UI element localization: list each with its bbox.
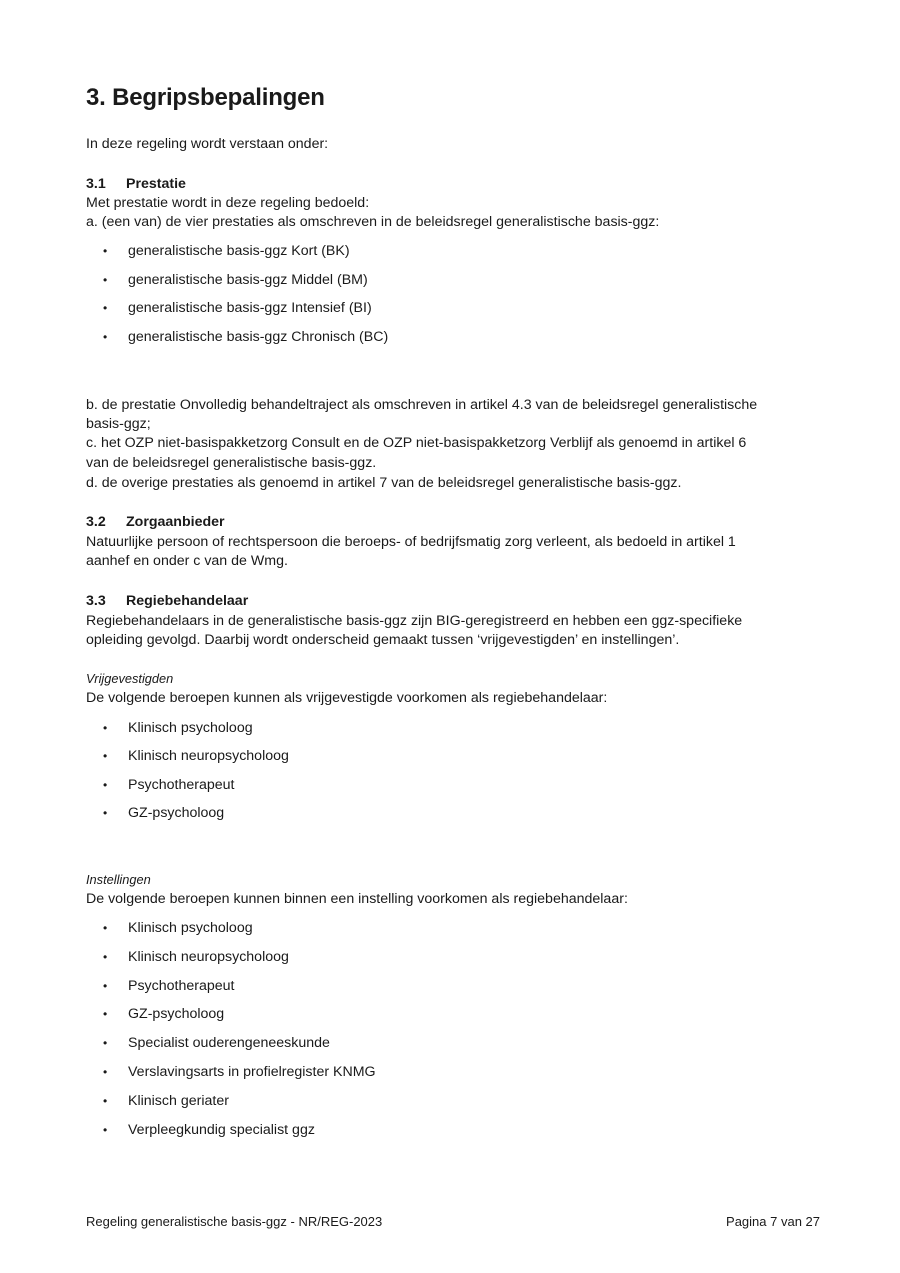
paragraph-line: De volgende beroepen kunnen binnen een instelling voorkomen als regiebehandelaar: [86, 891, 628, 907]
intro-text: In deze regeling wordt verstaan onder: [86, 136, 329, 152]
paragraph-line: a. (een van) de vier prestaties als omschreven in de beleidsregel generalistische basis-ggz: [86, 214, 660, 230]
section-number: 3.1 [86, 176, 106, 192]
paragraph-line: b. de prestatie Onvolledig behandeltraject als omschreven in artikel 4.3 van de beleidsregel generalistische [86, 397, 758, 413]
section-3-2-heading [86, 512, 225, 532]
bullet-icon: • [103, 778, 108, 792]
bullet-icon: • [103, 1094, 108, 1108]
section-title: Zorgaanbieder [126, 514, 225, 530]
bullet-icon: • [103, 273, 108, 287]
paragraph-line: opleiding gevolgd. Daarbij wordt onderscheid gemaakt tussen ‘vrijgevestigden’ en instellingen’. [86, 632, 680, 648]
bullet-icon: • [103, 1065, 108, 1079]
bullet-icon: • [103, 330, 108, 344]
paragraph-line: basis-ggz; [86, 416, 151, 432]
section-3-3-heading [86, 591, 248, 611]
bullet-icon: • [103, 1036, 108, 1050]
subsection-title-vrijgevestigden: Vrijgevestigden [86, 671, 174, 686]
bullet-icon: • [103, 749, 108, 763]
section-title: Regiebehandelaar [126, 593, 249, 609]
bullet-icon: • [103, 721, 108, 735]
bullet-icon: • [103, 1123, 108, 1137]
section-number: 3.2 [86, 514, 106, 530]
paragraph-line: c. het OZP niet-basispakketzorg Consult en de OZP niet-basispakketzorg Verblijf als genoemd in artikel 6 [86, 435, 747, 451]
section-number: 3.3 [86, 593, 106, 609]
page-title: 3. Begripsbepalingen [86, 84, 325, 111]
section-title: Prestatie [126, 176, 186, 192]
bullet-icon: • [103, 806, 108, 820]
paragraph-line: Regiebehandelaars in de generalistische basis-ggz zijn BIG-geregistreerd en hebben een ggz-specifieke [86, 613, 743, 629]
subsection-title-instellingen: Instellingen [86, 872, 151, 887]
paragraph-line: d. de overige prestaties als genoemd in artikel 7 van de beleidsregel generalistische basis-ggz. [86, 475, 682, 491]
paragraph-line: aanhef en onder c van de Wmg. [86, 553, 288, 569]
paragraph-line: van de beleidsregel generalistische basis-ggz. [86, 455, 377, 471]
bullet-icon: • [103, 979, 108, 993]
bullet-icon: • [103, 921, 108, 935]
bullet-icon: • [103, 1007, 108, 1021]
bullet-icon: • [103, 244, 108, 258]
section-3-1-heading [86, 174, 186, 194]
bullet-icon: • [103, 950, 108, 964]
paragraph-line: De volgende beroepen kunnen als vrijgevestigde voorkomen als regiebehandelaar: [86, 690, 608, 706]
paragraph-line: Met prestatie wordt in deze regeling bedoeld: [86, 195, 370, 211]
bullet-icon: • [103, 301, 108, 315]
footer-page-number: Pagina 7 van 27 [726, 1214, 820, 1229]
footer-document-title: Regeling generalistische basis-ggz - NR/REG-2023 [86, 1214, 383, 1229]
paragraph-line: Natuurlijke persoon of rechtspersoon die beroeps- of bedrijfsmatig zorg verleent, als bedoeld in artikel 1 [86, 534, 736, 550]
